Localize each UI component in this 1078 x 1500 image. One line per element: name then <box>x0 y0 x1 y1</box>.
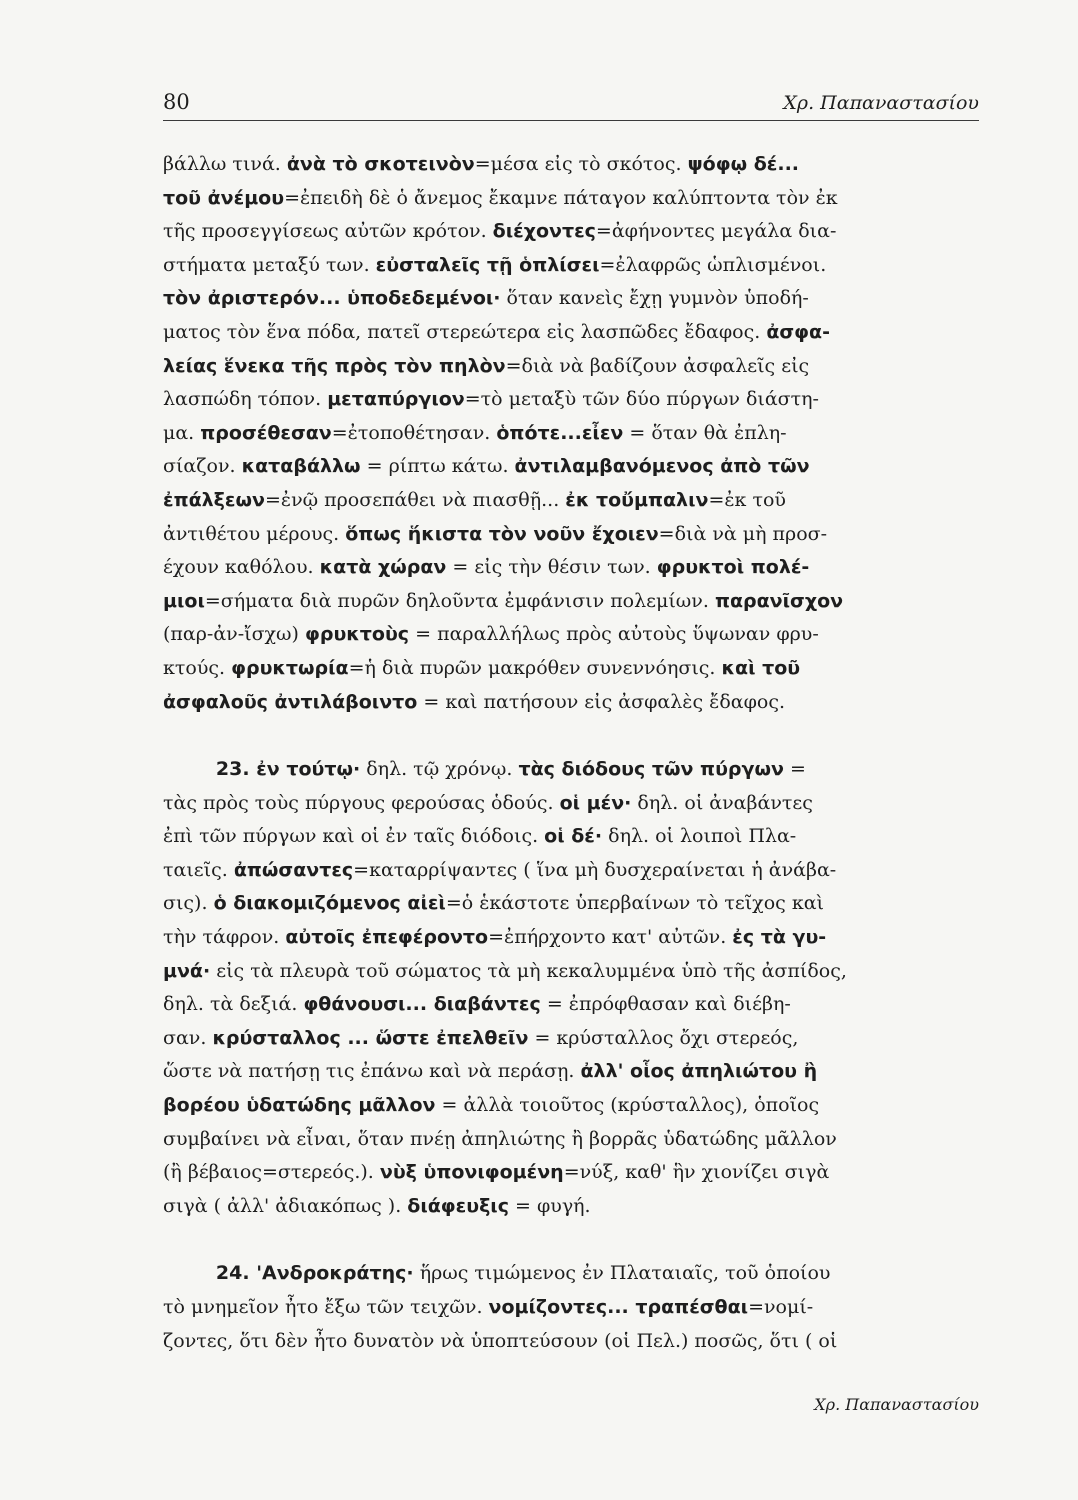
bold-lemma: οἱ δέ· <box>544 825 603 848</box>
bold-lemma: 24. 'Ανδροκράτης· <box>163 1262 414 1285</box>
bold-lemma: παρανῖσχον <box>714 589 844 612</box>
gloss-text: = κρύσταλλος ὄχι στερεός, <box>528 1026 799 1049</box>
bold-lemma: καταβάλλω <box>241 455 361 478</box>
text-line <box>163 854 983 888</box>
text-line <box>163 921 983 955</box>
text-line <box>163 350 983 384</box>
bold-lemma: διάφευξις <box>407 1194 509 1217</box>
gloss-text: σις). <box>163 892 214 915</box>
text-line <box>163 1123 983 1157</box>
bold-lemma: εὐσταλεῖς τῇ ὁπλίσει <box>375 253 600 276</box>
bold-lemma: ἀλλ' οἷος ἀπηλιώτου ἢ <box>580 1060 818 1083</box>
bold-lemma: φρυκτοὺς <box>305 623 410 646</box>
gloss-text: λασπώδη τόπον. <box>163 388 328 411</box>
gloss-text: σιγὰ ( ἀλλ' ἀδιακόπως ). <box>163 1194 408 1217</box>
bold-lemma: 23. <box>163 758 257 781</box>
text-line <box>163 820 983 854</box>
gloss-text: =ἐπειδὴ δὲ ὁ ἄνεμος ἔκαμνε πάταγον καλύπτοντα τὸν ἐκ <box>284 186 838 209</box>
text-line <box>163 316 983 350</box>
paragraph-gap <box>163 1223 983 1257</box>
gloss-text: τὴν τάφρον. <box>163 926 286 949</box>
gloss-text: ταιεῖς. <box>163 858 234 881</box>
gloss-text: =ἐπήρχοντο κατ' αὐτῶν. <box>488 926 733 949</box>
gloss-text: (ἢ βέβαιος=στερεός.). <box>163 1161 380 1184</box>
gloss-text: =ἐτοποθέτησαν. <box>331 421 497 444</box>
text-line <box>163 518 983 552</box>
gloss-text: ματος τὸν ἕνα πόδα, πατεῖ στερεώτερα εἰς λασπῶδες ἔδαφος. <box>163 320 767 343</box>
bold-lemma: νὺξ ὑπονιφομένη <box>379 1161 564 1184</box>
gloss-text: ὅταν κανεὶς ἔχῃ γυμνὸν ὑποδή- <box>500 287 809 310</box>
text-line <box>163 753 983 787</box>
gloss-text: =διὰ νὰ βαδίζουν ἀσφαλεῖς εἰς <box>505 354 810 377</box>
commentary-text <box>163 148 983 1358</box>
paragraph-gap <box>163 719 983 753</box>
gloss-text: μα. <box>163 421 201 444</box>
bold-lemma: ἀσφαλοῦς ἀντιλάβοιντο <box>163 690 418 713</box>
gloss-text: τὰς πρὸς τοὺς πύργους φερούσας ὁδούς. <box>163 791 560 814</box>
gloss-text: σαν. <box>163 1026 213 1049</box>
gloss-text: δηλ. οἱ λοιποὶ Πλα- <box>602 825 797 848</box>
bold-lemma: τὸν ἀριστερόν... ὑποδεδεμένοι· <box>163 287 501 310</box>
gloss-text: = παραλλήλως πρὸς αὐτοὺς ὕψωναν φρυ- <box>409 623 819 646</box>
gloss-text: δηλ. οἱ ἀναβάντες <box>631 791 813 814</box>
text-line <box>163 215 983 249</box>
bold-lemma: νομίζοντες... τραπέσθαι <box>488 1296 749 1318</box>
text-line <box>163 148 983 182</box>
bold-lemma: τοῦ ἀνέμου <box>163 186 285 209</box>
text-line <box>163 182 983 216</box>
gloss-text: ὥστε νὰ πατήσῃ τις ἐπάνω καὶ νὰ περάσῃ. <box>163 1060 581 1083</box>
text-line <box>163 1291 983 1325</box>
text-line <box>163 652 983 686</box>
gloss-text: (παρ-ἀν-ἴσχω) <box>163 623 305 646</box>
gloss-text: =σήματα διὰ πυρῶν δηλοῦντα ἐμφάνισιν πολεμίων. <box>204 589 715 612</box>
text-line <box>163 1190 983 1224</box>
gloss-text: =νομί- <box>748 1296 814 1318</box>
text-line <box>163 1257 983 1291</box>
text-line <box>163 686 983 720</box>
bold-lemma: ἐπάλξεων <box>163 488 265 511</box>
gloss-text: σίαζον. <box>163 455 242 478</box>
gloss-text: τὸ μνημεῖον ἦτο ἔξω τῶν τειχῶν. <box>163 1296 489 1318</box>
gloss-text: =ὁ ἑκάστοτε ὑπερβαίνων τὸ τεῖχος καὶ <box>445 892 824 915</box>
gloss-text: =ἀφήνοντες μεγάλα δια- <box>595 220 837 243</box>
bold-lemma: ἐκ τοὔμπαλιν <box>565 488 709 511</box>
gloss-text: ἐπὶ τῶν πύργων καὶ οἱ ἐν ταῖς διόδοις. <box>163 825 545 848</box>
gloss-text: =νύξ, καθ' ἣν χιονίζει σιγὰ <box>563 1161 830 1184</box>
bold-lemma: τὰς διόδους τῶν πύργων <box>518 758 784 781</box>
bold-lemma: ψόφῳ δέ... <box>687 153 800 175</box>
text-line <box>163 1156 983 1190</box>
gloss-text: = φυγή. <box>508 1194 591 1217</box>
gloss-text: = <box>783 758 806 781</box>
bold-lemma: λείας ἕνεκα τῆς πρὸς τὸν πηλὸν <box>163 354 506 377</box>
bold-lemma: ἀντιλαμβανόμενος ἀπὸ τῶν <box>514 455 810 478</box>
gloss-text: = εἰς τὴν θέσιν των. <box>446 556 657 579</box>
bold-lemma: ἀπώσαντες <box>233 858 354 881</box>
text-line <box>163 484 983 518</box>
gloss-text: =ἐνῷ προσεπάθει νὰ πιασθῇ... <box>264 488 566 511</box>
gloss-text: =ἐκ τοῦ <box>708 488 786 511</box>
bold-lemma: μεταπύργιον <box>327 388 465 411</box>
gloss-text: δηλ. τῷ χρόνῳ. <box>360 758 519 781</box>
bold-lemma: κρύσταλλος ... ὥστε ἐπελθεῖν <box>212 1026 529 1049</box>
text-line <box>163 282 983 316</box>
text-line <box>163 1055 983 1089</box>
gloss-text: στήματα μεταξύ των. <box>163 253 376 276</box>
bold-lemma: αὐτοῖς ἐπεφέροντο <box>285 926 489 949</box>
bold-lemma: ὁ διακομιζόμενος αἰεὶ <box>213 892 446 915</box>
text-line <box>163 450 983 484</box>
bold-lemma: διέχοντες <box>492 220 596 243</box>
bold-lemma: βορέου ὑδατώδης μᾶλλον <box>163 1094 436 1117</box>
text-line <box>163 955 983 989</box>
text-line <box>163 585 983 619</box>
gloss-text: =τὸ μεταξὺ τῶν δύο πύργων διάστη- <box>464 388 819 411</box>
bold-lemma: οἱ μέν· <box>559 791 632 814</box>
gloss-text: εἰς τὰ πλευρὰ τοῦ σώματος τὰ μὴ κεκαλυμμένα ὑπὸ τῆς ἀσπίδος, <box>210 959 847 982</box>
gloss-text: τῆς προσεγγίσεως αὐτῶν κρότον. <box>163 220 493 243</box>
running-head-author: Χρ. Παπαναστασίου <box>783 92 979 114</box>
gloss-text: βάλλω τινά. <box>163 153 287 175</box>
text-line <box>163 1325 983 1359</box>
gloss-text: ἥρως τιμώμενος ἐν Πλαταιαῖς, τοῦ ὁποίου <box>413 1262 831 1285</box>
page-number: 80 <box>163 90 190 114</box>
gloss-text: = ἀλλὰ τοιοῦτος (κρύσταλλος), ὁποῖος <box>435 1094 820 1117</box>
bold-lemma: μνά· <box>163 959 211 982</box>
gloss-text: =διὰ νὰ μὴ προσ- <box>658 522 828 545</box>
bold-lemma: ἀνὰ τὸ σκοτεινὸν <box>286 153 475 175</box>
gloss-text: = ὅταν θὰ ἐπλη- <box>623 421 787 444</box>
gloss-text: κτούς. <box>163 656 232 679</box>
bold-lemma: μιοι <box>163 589 205 612</box>
bold-lemma: ἐν τούτῳ· <box>256 758 361 781</box>
text-line <box>163 1022 983 1056</box>
bold-lemma: προσέθεσαν <box>200 421 332 444</box>
bold-lemma: καὶ τοῦ <box>721 656 801 679</box>
text-line <box>163 551 983 585</box>
text-line <box>163 249 983 283</box>
text-line <box>163 887 983 921</box>
bold-lemma: φθάνουσι... διαβάντες <box>303 993 541 1016</box>
text-line <box>163 383 983 417</box>
text-line <box>163 1089 983 1123</box>
gloss-text: ζοντες, ὅτι δὲν ἦτο δυνατὸν νὰ ὑποπτεύσουν (οἱ Πελ.) ποσῶς, ὅτι ( οἱ <box>163 1329 838 1352</box>
gloss-text: = ἐπρόφθασαν καὶ διέβη- <box>540 993 791 1016</box>
page-header <box>163 88 979 121</box>
gloss-text: =μέσα εἰς τὸ σκότος. <box>474 153 688 175</box>
gloss-text: =ἡ διὰ πυρῶν μακρόθεν συνεννόησις. <box>348 656 722 679</box>
gloss-text: =καταρρίψαντες ( ἵνα μὴ δυσχεραίνεται ἡ ἀνάβα- <box>353 858 837 881</box>
bold-lemma: ἐς τὰ γυ- <box>732 926 827 949</box>
text-line <box>163 988 983 1022</box>
gloss-text: δηλ. τὰ δεξιά. <box>163 993 304 1016</box>
bold-lemma: φρυκτοὶ πολέ- <box>656 556 810 579</box>
bold-lemma: φρυκτωρία <box>231 656 349 679</box>
bold-lemma: ὅπως ἥκιστα τὸν νοῦν ἔχοιεν <box>345 522 659 545</box>
gloss-text: έχουν καθόλου. <box>163 556 320 579</box>
text-line <box>163 618 983 652</box>
gloss-text: =ἐλαφρῶς ὡπλισμένοι. <box>599 253 827 276</box>
bold-lemma: ὁπότε...εἶεν <box>496 421 624 444</box>
text-line <box>163 417 983 451</box>
bold-lemma: ἀσφα- <box>766 320 830 343</box>
footer-signature: Χρ. Παπαναστασίου <box>814 1395 979 1414</box>
gloss-text: ἀντιθέτου μέρους. <box>163 522 346 545</box>
text-line <box>163 787 983 821</box>
bold-lemma: κατὰ χώραν <box>319 556 447 579</box>
gloss-text: = ρίπτω κάτω. <box>360 455 515 478</box>
gloss-text: συμβαίνει νὰ εἶναι, ὅταν πνέῃ ἀπηλιώτης ἢ βορρᾶς ὑδατώδης μᾶλλον <box>163 1127 837 1150</box>
gloss-text: = καὶ πατήσουν εἰς ἀσφαλὲς ἔδαφος. <box>417 690 786 713</box>
